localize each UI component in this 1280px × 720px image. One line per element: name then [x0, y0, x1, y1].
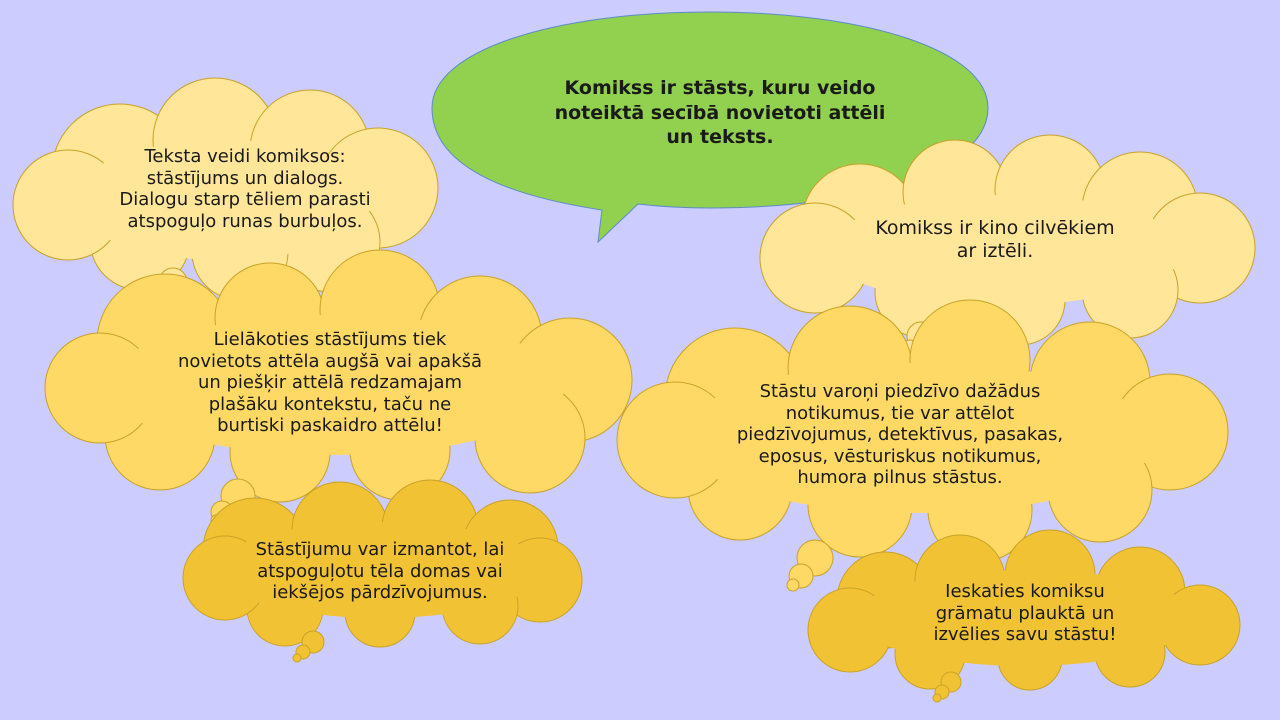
bubble-text-definicija: Komikss ir stāsts, kuru veido noteiktā secībā novietoti attēli un teksts.	[554, 77, 886, 149]
bubble-text-ieskaties: Ieskaties komiksu grāmatu plauktā un izvēlies savu stāstu!	[933, 581, 1117, 646]
bubble-text-varoni: Stāstu varoņi piedzīvo dažādus notikumus, tie var attēlot piedzīvojumus, detektīvus, pasakas, eposus, vēsturiskus notikumus, humora pilnus stāstus.	[736, 381, 1064, 489]
bubble-text-teksta-veidi: Teksta veidi komiksos: stāstījums un dialogs. Dialogu starp tēliem parasti atspoguļo runas burbuļos.	[119, 146, 371, 232]
bubble-text-kino: Komikss ir kino cilvēkiem ar iztēli.	[875, 217, 1115, 262]
bubble-text-stastijums: Lielākoties stāstījums tiek novietots attēla augšā vai apakšā un piešķir attēlā redzamajam plašāku kontekstu, taču ne burtiski paskaidro attēlu!	[177, 329, 483, 437]
bubble-text-domas: Stāstījumu var izmantot, lai atspoguļotu tēla domas vai iekšējos pārdzīvojumus.	[255, 539, 505, 604]
